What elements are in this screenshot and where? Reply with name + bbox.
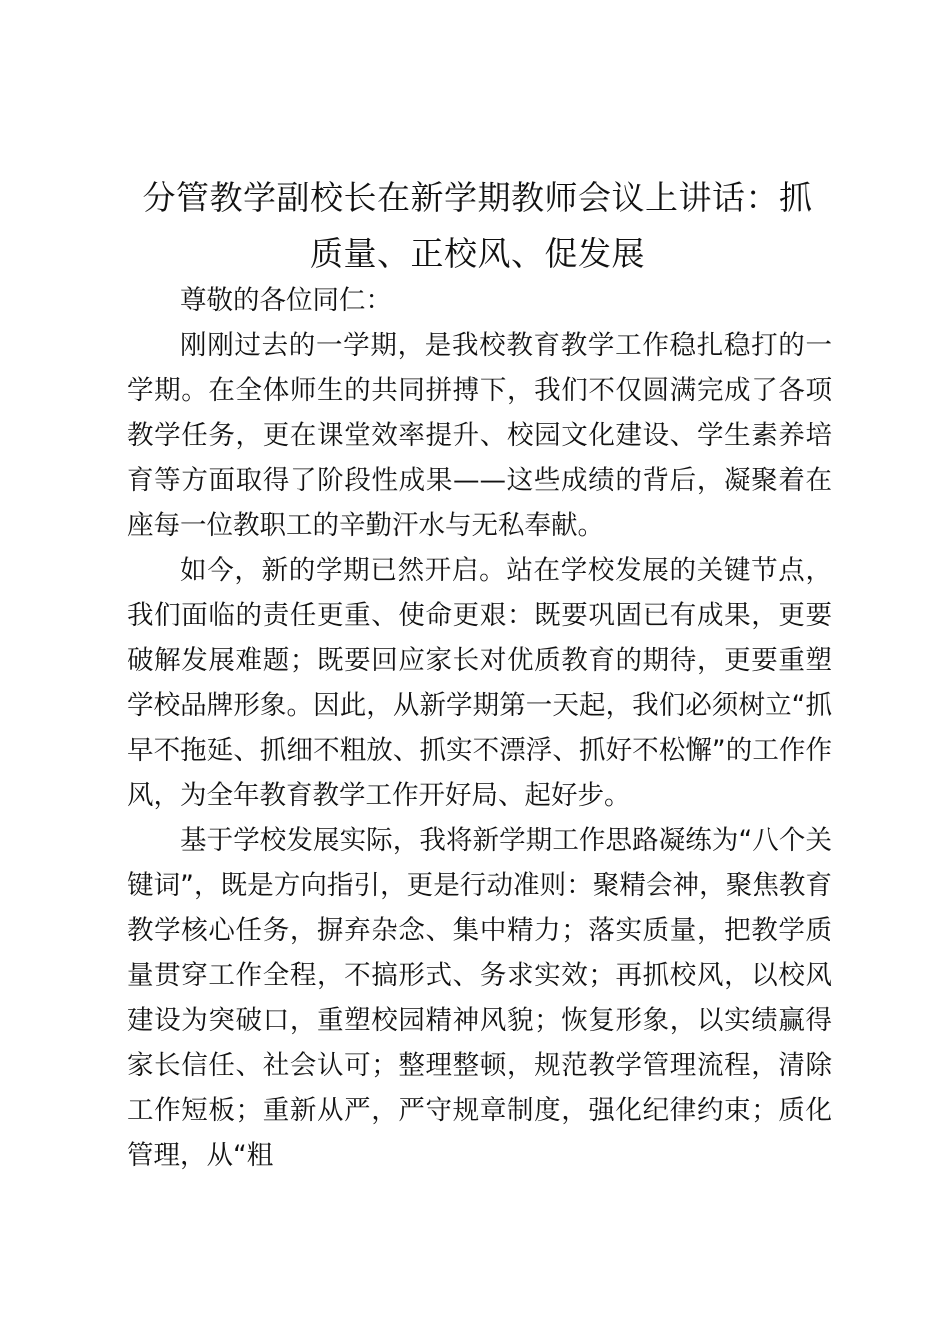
paragraph-2: 如今，新的学期已然开启。站在学校发展的关键节点，我们面临的责任更重、使命更艰：既要巩固已有成果，更要破解发展难题；既要回应家长对优质教育的期待，更要重塑学校品牌形象。因此，从新学期第一天起，我们必须树立“抓早不拖延、抓细不粗放、抓实不漂浮、抓好不松懈”的工作作风，为全年教育教学工作开好局、起好步。 [127, 555, 832, 811]
paragraph-3: 基于学校发展实际，我将新学期工作思路凝练为“八个关键词”，既是方向指引，更是行动准则：聚精会神，聚焦教育教学核心任务，摒弃杂念、集中精力；落实质量，把教学质量贯穿工作全程，不搞形式、务求实效；再抓校风，以校风建设为突破口，重塑校园精神风貌；恢复形象，以实绩赢得家长信任、社会认可；整理整顿，规范教学管理流程，清除工作短板；重新从严，严守规章制度，强化纪律约束；质化管理，从“粗 [127, 825, 832, 1171]
title-line-2: 质量、正校风、促发展 [310, 234, 645, 273]
document-body [127, 278, 832, 1178]
paragraph-1: 刚刚过去的一学期，是我校教育教学工作稳扎稳打的一学期。在全体师生的共同拼搏下，我们不仅圆满完成了各项教学任务，更在课堂效率提升、校园文化建设、学生素养培育等方面取得了阶段性成果——这些成绩的背后，凝聚着在座每一位教职工的辛勤汗水与无私奉献。 [127, 330, 832, 541]
salutation: 尊敬的各位同仁： [180, 285, 392, 316]
document-title [120, 170, 835, 282]
title-line-1: 分管教学副校长在新学期教师会议上讲话：抓 [142, 178, 813, 217]
